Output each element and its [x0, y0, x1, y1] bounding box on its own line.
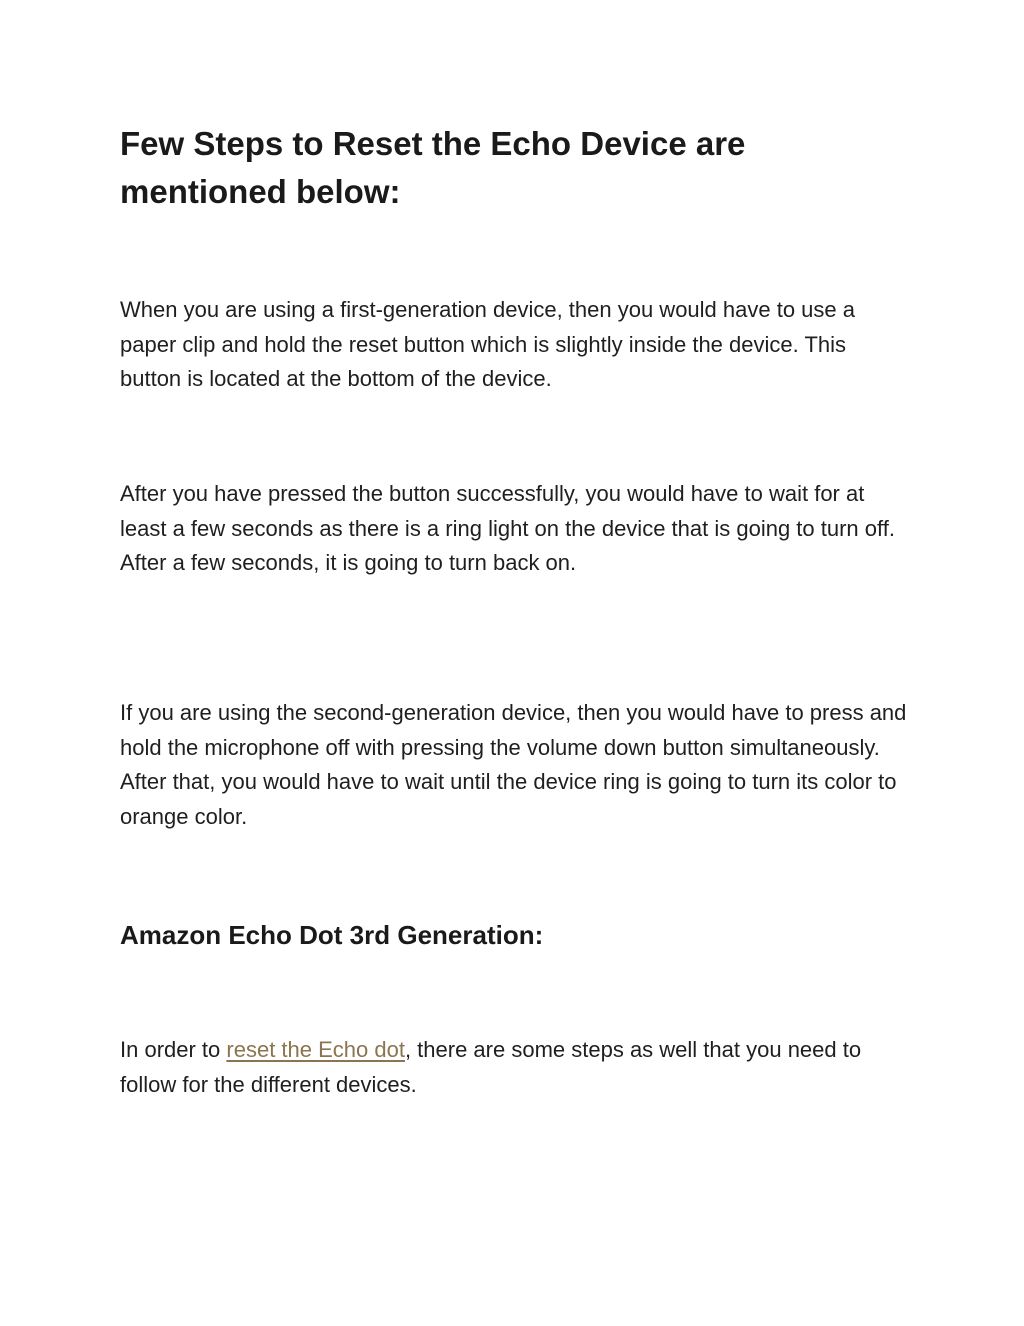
- section-heading: Amazon Echo Dot 3rd Generation:: [120, 920, 544, 950]
- page-title: Few Steps to Reset the Echo Device are mentioned below:: [120, 125, 746, 210]
- reset-echo-dot-link[interactable]: reset the Echo dot: [226, 1037, 405, 1062]
- paragraph-second-generation: If you are using the second-generation device, then you would have to press and hold the microphone off with pressing the volume down button simultaneously. After that, you would have to wait until the device ring is going to turn its color to orange color.: [120, 700, 907, 830]
- paragraph-first-generation: When you are using a first-generation device, then you would have to use a paper clip and hold the reset button which is slightly inside the device. This button is located at the bottom of the device.: [120, 297, 856, 392]
- paragraph-reset-intro: [120, 1033, 910, 1102]
- paragraph-after-press: After you have pressed the button successfully, you would have to wait for at least a few seconds as there is a ring light on the device that is going to turn off. After a few seconds, it is going to turn back on.: [120, 481, 895, 576]
- paragraph-text-after-link: , there are some steps as well that you need to follow for the different devices.: [120, 1037, 862, 1097]
- paragraph-text-before-link: In order to: [120, 1037, 227, 1062]
